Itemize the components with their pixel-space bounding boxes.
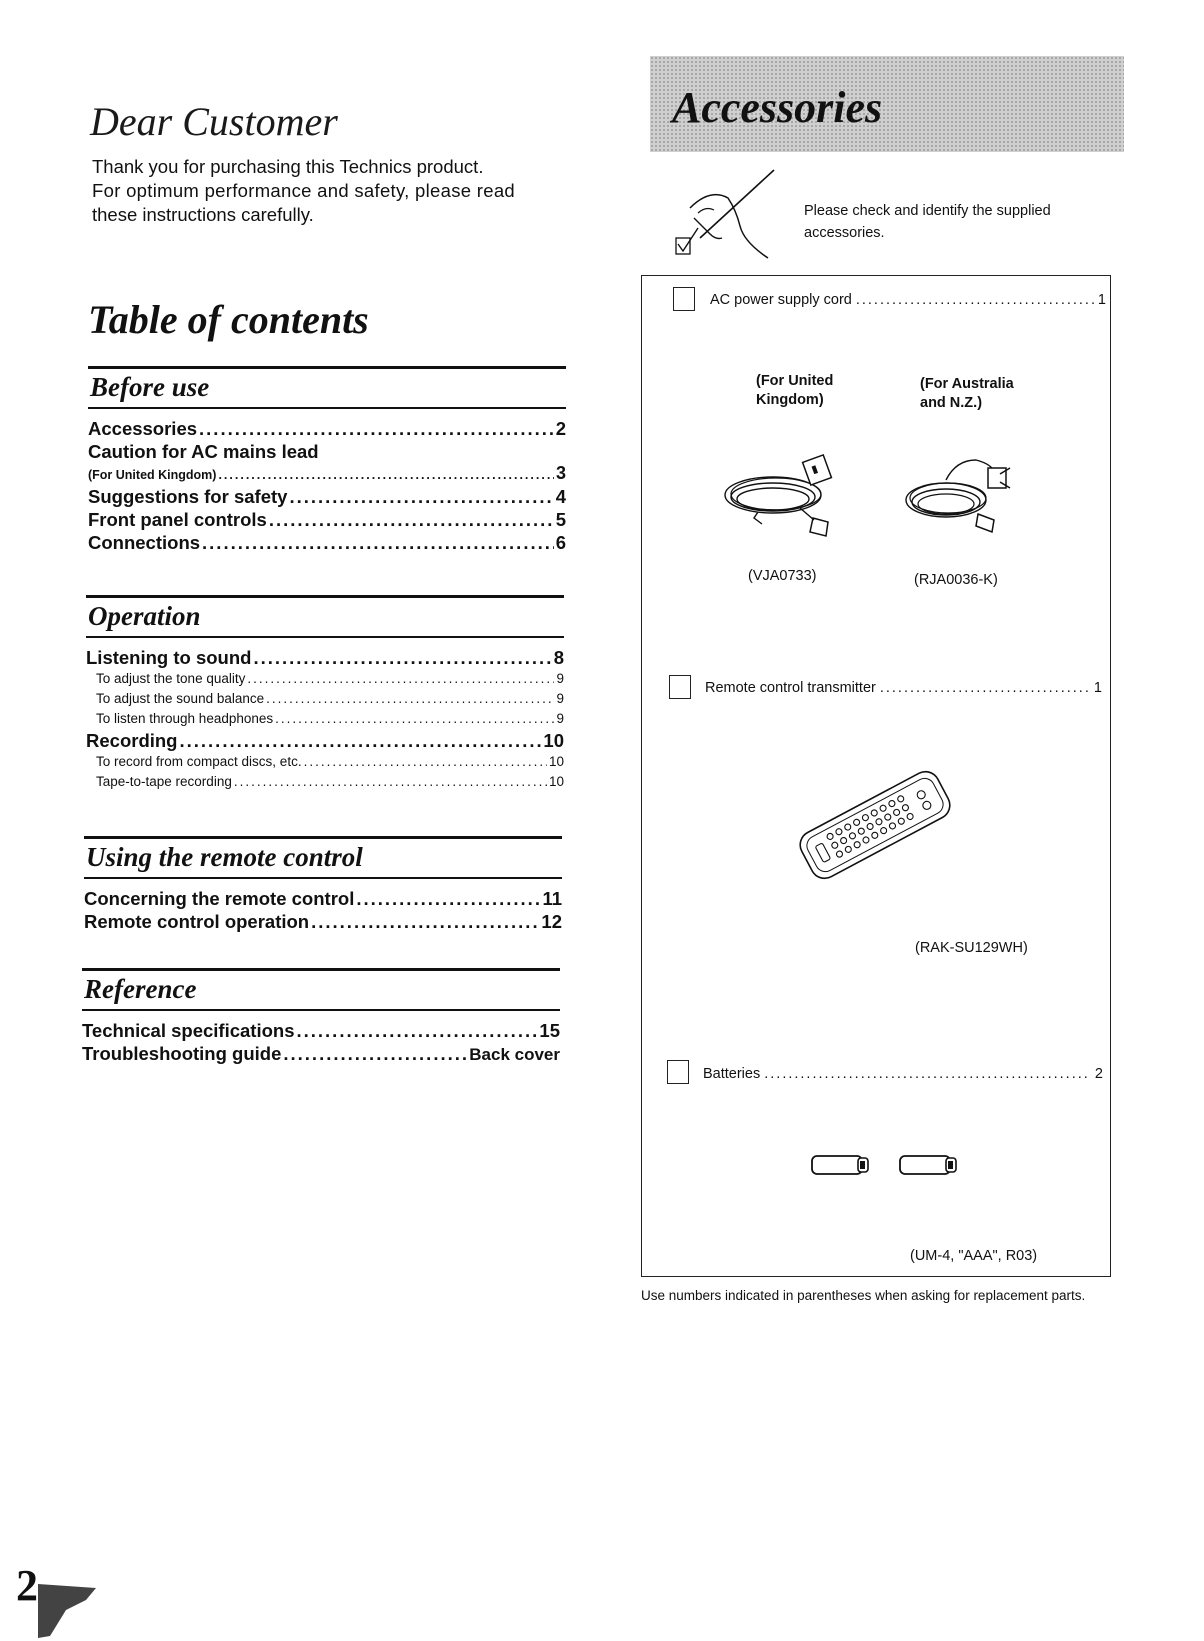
page-number: 2 [16,1561,38,1610]
replacement-parts-note: Use numbers indicated in parentheses when asking for replacement parts. [641,1288,1086,1303]
toc-subentry[interactable]: Tape-to-tape recording ..... 10 [86,772,564,792]
au-cord-caption: (For Australia and N.Z.) [920,376,1014,411]
batteries-icon [808,1150,968,1180]
section-title: Using the remote control [86,842,363,872]
toc-title: Table of contents [88,297,369,342]
section-title: Operation [88,601,201,631]
toc-section-before-use [88,366,566,554]
toc-entry[interactable]: Suggestions for safety ..... 4 [88,485,566,508]
remote-control-icon [790,770,960,880]
toc-entry[interactable]: (For United Kingdom) ..... 3 [88,463,566,485]
remote-checkbox[interactable] [669,675,691,699]
toc-entry[interactable]: Connections ..... 6 [88,531,566,554]
toc-subentry[interactable]: To record from compact discs, etc. ..... 10 [86,752,564,772]
toc-section-reference [82,968,560,1066]
intro-line: For optimum performance and safety, please read [92,180,516,201]
au-cord-code: (RJA0036-K) [914,572,998,588]
toc-section-operation [86,595,564,792]
batteries-row: Batteries ..... 2 [703,1066,1103,1082]
toc-entry[interactable]: Remote control operation ..... 12 [84,910,562,933]
toc-entry[interactable]: Technical specifications ..... 15 [82,1019,560,1042]
section-title: Reference [84,974,197,1004]
scan-smudge [36,1580,106,1640]
uk-cord-code: (VJA0733) [748,568,817,584]
toc-entry[interactable]: Front panel controls ..... 5 [88,508,566,531]
toc-section-remote [84,836,562,933]
au-power-cord-icon [896,450,1026,550]
toc-subentry[interactable]: To adjust the sound balance ..... 9 [86,689,564,709]
remote-row: Remote control transmitter ..... 1 [705,680,1102,696]
dear-customer-body [92,155,582,227]
toc-entry[interactable]: Listening to sound ..... 8 [86,646,564,669]
batteries-code: (UM-4, "AAA", R03) [910,1248,1038,1264]
dear-customer-title: Dear Customer [90,99,338,144]
toc-entry[interactable]: Caution for AC mains lead [88,440,319,462]
intro-line: these instructions carefully. [92,204,314,225]
remote-code: (RAK-SU129WH) [915,940,1028,956]
batteries-checkbox[interactable] [667,1060,689,1084]
toc-subentry[interactable]: To adjust the tone quality ..... 9 [86,669,564,689]
accessories-title: Accessories [672,83,883,132]
toc-entry[interactable]: Recording ..... 10 [86,729,564,752]
section-title: Before use [90,372,210,402]
toc-entry[interactable]: Concerning the remote control ..... 11 [84,887,562,910]
uk-power-cord-icon [718,450,848,550]
check-note: Please check and identify the supplied accessories. [804,203,1051,241]
toc-entry[interactable]: Troubleshooting guide ..... Back cover [82,1042,560,1066]
intro-line: Thank you for purchasing this Technics product. [92,156,484,177]
toc-entry[interactable]: Accessories ..... 2 [88,417,566,440]
pen-check-icon [670,168,800,268]
ac-cord-checkbox[interactable] [673,287,695,311]
toc-subentry[interactable]: To listen through headphones ..... 9 [86,709,564,729]
ac-cord-row: AC power supply cord ..... 1 [710,292,1106,308]
uk-cord-caption: (For United Kingdom) [756,373,834,408]
